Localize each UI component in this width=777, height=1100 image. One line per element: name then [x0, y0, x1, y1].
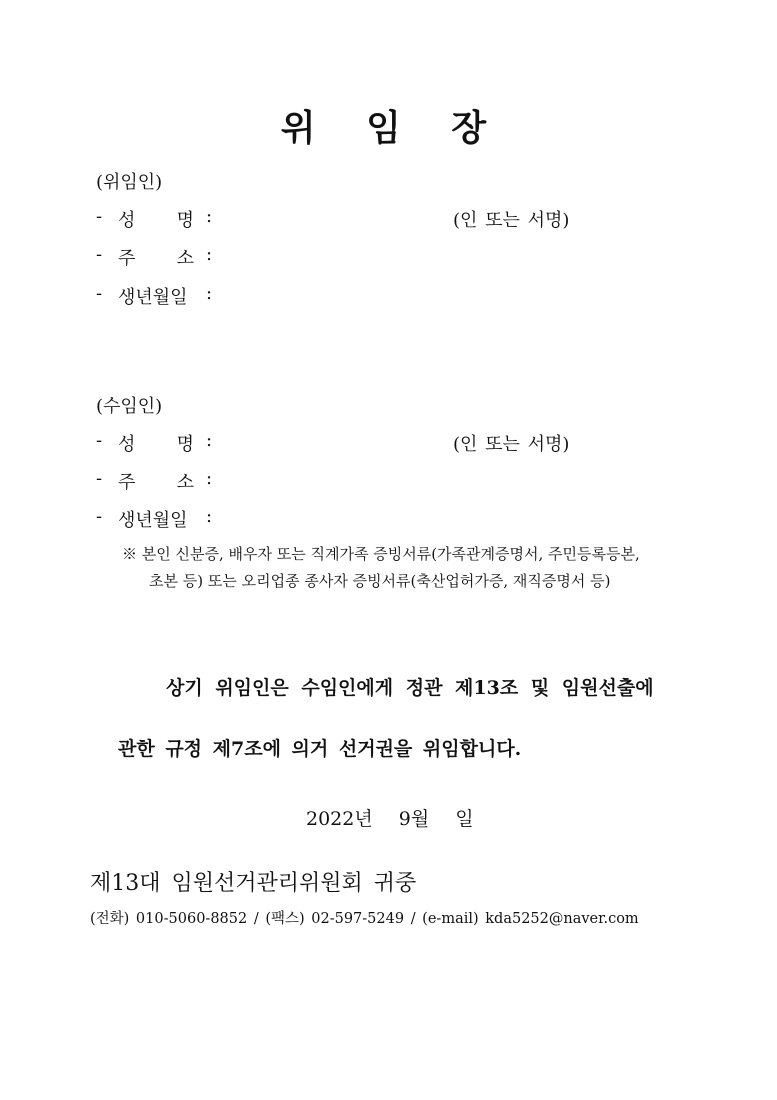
document-date	[306, 804, 494, 831]
delegate-heading: (수임인)	[96, 396, 163, 417]
address-label-part: 주	[118, 472, 136, 493]
colon: :	[206, 430, 213, 451]
birth-label: 생년월일	[118, 510, 188, 531]
address-label	[118, 468, 194, 494]
delegator-heading: (위임인)	[96, 172, 163, 193]
name-label-part: 명	[176, 210, 194, 231]
bullet-dash: -	[96, 283, 103, 304]
bullet-dash: -	[96, 430, 103, 451]
delegate-seal-note: (인 또는 서명)	[453, 434, 570, 455]
name-label	[118, 206, 194, 232]
colon: :	[206, 468, 213, 489]
bullet-dash: -	[96, 244, 103, 265]
bullet-dash: -	[96, 506, 103, 527]
note-line: 초본 등) 또는 오리업종 종사자 증빙서류(축산업허가증, 재직증명서 등)	[149, 572, 611, 590]
name-label-part: 성	[118, 210, 136, 231]
address-label-part: 소	[176, 472, 194, 493]
colon: :	[206, 506, 213, 527]
date-year: 2022년	[306, 808, 373, 830]
contact-info: (전화) 010-5060-8852 / (팩스) 02-597-5249 / (e-mail) kda5252@naver.com	[90, 911, 639, 927]
colon: :	[206, 206, 213, 227]
birth-label: 생년월일	[118, 287, 188, 308]
colon: :	[206, 244, 213, 265]
statement-line: 상기 위임인은 수임인에게 정관 제13조 및 임원선출에	[166, 677, 654, 699]
bullet-dash: -	[96, 468, 103, 489]
delegator-seal-note: (인 또는 서명)	[453, 210, 570, 231]
address-label-part: 소	[176, 248, 194, 269]
date-day: 일	[455, 808, 474, 830]
statement-line: 관한 규정 제7조에 의거 선거권을 위임합니다.	[118, 738, 522, 760]
date-month: 9월	[398, 808, 430, 830]
address-label	[118, 244, 194, 270]
name-label-part: 성	[118, 434, 136, 455]
colon: :	[206, 283, 213, 304]
name-label	[118, 430, 194, 456]
required-documents-note	[122, 541, 640, 595]
address-label-part: 주	[118, 248, 136, 269]
document-title: 위 임 장	[280, 108, 497, 149]
bullet-dash: -	[96, 206, 103, 227]
note-line: ※ 본인 신분증, 배우자 또는 직계가족 증빙서류(가족관계증명서, 주민등록등본,	[122, 545, 640, 563]
recipient-committee: 제13대 임원선거관리위원회 귀중	[90, 871, 417, 896]
name-label-part: 명	[176, 434, 194, 455]
